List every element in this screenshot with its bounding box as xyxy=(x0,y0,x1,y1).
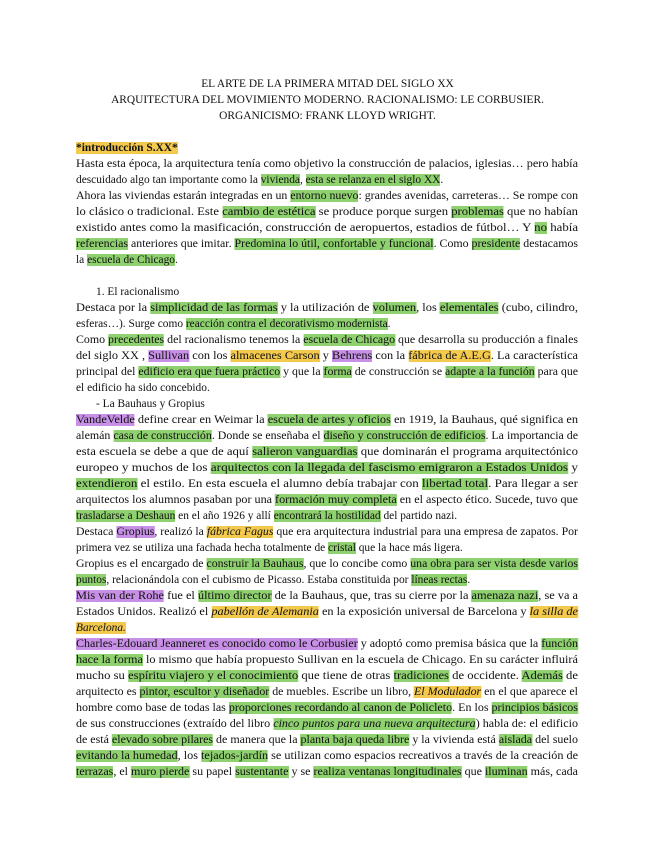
text-line xyxy=(76,188,578,204)
highlighted-text: forma xyxy=(323,366,352,378)
text-line xyxy=(76,588,578,604)
text-segment: que xyxy=(461,766,485,778)
text-line xyxy=(76,412,578,428)
highlighted-text: aislada xyxy=(498,734,533,746)
text-line xyxy=(76,572,470,588)
highlighted-text: cristal xyxy=(328,542,356,554)
text-segment: Ahora las viviendas estarán integradas en un xyxy=(76,190,291,202)
text-segment: , se va a xyxy=(538,590,579,602)
text-segment: primera vez se utiliza una fachada hecha totalmente de xyxy=(76,542,329,554)
text-segment: el edificio ha sido concebido. xyxy=(76,382,210,394)
text-segment: Hasta esta época, la arquitectura tenía como objetivo la construcción de palacios, iglesias… pero había xyxy=(76,158,579,170)
text-segment: se produce porque surgen xyxy=(315,206,452,218)
text-segment: . La característica xyxy=(490,350,578,362)
text-line xyxy=(76,540,463,556)
highlighted-text: simplicidad de las formas xyxy=(150,302,278,314)
text-segment: define crear en Weimar la xyxy=(134,414,268,426)
highlighted-text: cambio de estética xyxy=(222,206,316,218)
highlighted-text: cinco puntos para una nueva arquitectura xyxy=(273,718,476,730)
text-line xyxy=(76,316,391,332)
highlighted-text: VandeVelde xyxy=(76,414,135,426)
text-segment: y se xyxy=(288,766,314,778)
text-segment: alemán xyxy=(76,430,114,442)
text-segment: , el xyxy=(113,766,132,778)
highlighted-text: Además xyxy=(521,670,563,682)
text-segment: del suelo xyxy=(532,734,579,746)
highlighted-text: Charles-Edouard Jeanneret es conocido como le Corbusier xyxy=(76,638,358,650)
highlighted-text: adapte a la función xyxy=(445,366,535,378)
text-segment: . Para llegar a ser xyxy=(488,478,578,490)
text-line xyxy=(76,620,126,636)
highlighted-text: construir la Bauhaus xyxy=(206,558,304,570)
text-line xyxy=(76,156,578,172)
text-segment: que era arquitectura industrial para una empresa de zapatos. Por xyxy=(273,526,579,538)
highlighted-text: formación muy completa xyxy=(275,494,397,506)
highlighted-text: iluminan xyxy=(484,766,528,778)
text-line xyxy=(76,364,578,380)
text-segment: . xyxy=(387,318,391,330)
text-segment: Estados Unidos. Realizó el xyxy=(76,606,212,618)
text-segment: arquitecto es xyxy=(76,686,140,698)
highlighted-text: pintor, escultor y diseñador xyxy=(139,686,270,698)
highlighted-text: tradiciones xyxy=(393,670,449,682)
text-segment: de está xyxy=(76,734,112,746)
text-segment: de occidente. xyxy=(448,670,522,682)
text-segment: . xyxy=(175,254,178,266)
text-segment: se utilizan como espacios recreativos a través de la creación de xyxy=(268,750,579,762)
text-segment: del racionalismo tenemos la xyxy=(164,334,304,346)
highlighted-text: realiza ventanas longitudinales xyxy=(313,766,462,778)
highlighted-text: esta se relanza en el siglo XX xyxy=(305,174,441,186)
highlighted-text: escuela de Chicago xyxy=(87,254,175,266)
text-segment: Gropius es el encargado de xyxy=(76,558,207,570)
highlighted-text: planta baja queda libre xyxy=(300,734,410,746)
text-line xyxy=(76,172,443,188)
text-line xyxy=(76,524,578,540)
text-line xyxy=(76,300,578,316)
highlighted-text: Gropius xyxy=(116,526,155,538)
highlighted-text: vivienda xyxy=(260,174,300,186)
highlighted-text: trasladarse a Deshaun xyxy=(76,510,176,522)
text-segment: europeo y muchos de los xyxy=(76,462,211,474)
text-segment: , xyxy=(299,174,306,186)
text-segment: de manera que la xyxy=(213,734,301,746)
text-segment: , realizó la xyxy=(154,526,207,538)
text-line xyxy=(76,476,578,492)
text-segment: que desarrolla su producción a finales xyxy=(395,334,578,346)
text-segment: Destaca xyxy=(76,526,117,538)
text-segment: ) habla de: el edificio xyxy=(475,718,578,730)
text-segment: en el que aparece el xyxy=(481,686,578,698)
text-segment: y xyxy=(319,350,333,362)
text-line xyxy=(76,604,578,620)
highlighted-text: evitando la humedad xyxy=(76,750,178,762)
text-segment: de la Bauhaus, que, tras su cierre por la xyxy=(271,590,472,602)
text-line xyxy=(76,636,578,652)
highlighted-text: fábrica de A.E.G xyxy=(408,350,491,362)
text-segment: de muebles. Escribe un libro, xyxy=(269,686,415,698)
text-line xyxy=(76,700,578,716)
text-line xyxy=(76,732,578,748)
highlighted-text: escuela de artes y oficios xyxy=(267,414,391,426)
text-line xyxy=(76,716,578,732)
text-segment: destacamos xyxy=(520,238,578,250)
highlighted-text: amenaza nazi xyxy=(471,590,539,602)
highlighted-text: volumen xyxy=(372,302,417,314)
text-line xyxy=(76,252,178,268)
highlighted-text: Behrens xyxy=(332,350,373,362)
highlighted-text: reacción contra el decorativismo modernista xyxy=(185,318,388,330)
highlighted-text: no xyxy=(534,222,548,234)
highlighted-text: tejados-jardín xyxy=(201,750,269,762)
text-segment: en la exposición universal de Barcelona y xyxy=(318,606,530,618)
text-line xyxy=(76,380,210,396)
text-segment: que tiene de otras xyxy=(298,670,394,682)
text-segment: para que xyxy=(534,366,579,378)
highlighted-text: espíritu viajero y el conocimiento xyxy=(128,670,299,682)
text-line xyxy=(76,348,578,364)
highlighted-text: diseño y construcción de edificios xyxy=(323,430,486,442)
text-line xyxy=(96,396,205,412)
document-title-line-3: ORGANICISMO: FRANK LLOYD WRIGHT. xyxy=(219,110,436,122)
text-line xyxy=(76,652,578,668)
text-segment: (cubo, cilindro, xyxy=(498,302,579,314)
text-segment: hombre como base de todas las xyxy=(76,702,229,714)
text-segment: descuidado algo tan importante como la xyxy=(76,174,261,186)
text-segment: . La importancia de xyxy=(485,430,578,442)
highlighted-text: Mis van der Rohe xyxy=(76,590,165,602)
text-segment: mucho su xyxy=(76,670,129,682)
highlighted-text: libertad total xyxy=(421,478,489,490)
highlighted-text: puntos xyxy=(76,574,107,586)
text-line xyxy=(76,236,578,252)
text-segment: con los xyxy=(189,350,231,362)
text-segment: principal del xyxy=(76,366,139,378)
highlighted-text: problemas xyxy=(451,206,504,218)
highlighted-text: función xyxy=(541,638,578,650)
text-segment: . Donde se enseñaba el xyxy=(211,430,324,442)
highlighted-text: Barcelona. xyxy=(76,622,126,634)
text-segment: existido antes como la masificación, construcción de aeropuertos, estadios de fútbol… Y xyxy=(76,222,535,234)
highlighted-text: líneas rectas xyxy=(411,574,468,586)
highlighted-text: hace la forma xyxy=(76,654,143,666)
text-line xyxy=(76,684,578,700)
highlighted-text: principios básicos xyxy=(491,702,578,714)
highlighted-text: elementales xyxy=(439,302,499,314)
text-line xyxy=(76,332,578,348)
highlighted-text: último director xyxy=(197,590,272,602)
text-line xyxy=(76,556,578,572)
text-segment: esferas…). Surge como xyxy=(76,318,186,330)
text-line xyxy=(76,508,457,524)
highlighted-text: arquitectos con la llegada del fascismo emigraron a Estados Unidos xyxy=(210,462,569,474)
text-segment: de construcción se xyxy=(351,366,446,378)
highlighted-text: fábrica Fagus xyxy=(206,526,274,538)
text-segment: que no habían xyxy=(503,206,579,218)
text-segment: , relacionándola con el cubismo de Picasso. Estaba constituida por xyxy=(106,574,412,586)
text-segment: lo clásico o tradicional. Este xyxy=(76,206,223,218)
text-segment: del siglo XX , xyxy=(76,350,149,362)
text-segment: . Como xyxy=(433,238,472,250)
text-segment: 1. El racionalismo xyxy=(96,286,180,298)
text-line xyxy=(76,668,578,684)
text-segment: Como xyxy=(76,334,109,346)
highlighted-text: terrazas xyxy=(76,766,114,778)
text-segment: lo mismo que había propuesto Sullivan en la escuela de Chicago. En su carácter influirá xyxy=(142,654,578,666)
text-segment: fue el xyxy=(164,590,198,602)
highlighted-text: sustentante xyxy=(235,766,289,778)
text-line xyxy=(76,460,578,476)
text-segment: . En los xyxy=(452,702,492,714)
text-segment: que la hace más ligera. xyxy=(355,542,463,554)
highlighted-text: *introducción S.XX* xyxy=(76,142,178,154)
text-segment: y xyxy=(568,462,579,474)
highlighted-text: pabellón de Alemania xyxy=(211,606,319,618)
highlighted-text: muro pierde xyxy=(131,766,190,778)
highlighted-text: encontrará la hostilidad xyxy=(273,510,381,522)
text-line xyxy=(96,284,179,300)
highlighted-text: entorno nuevo xyxy=(290,190,359,202)
text-segment: : grandes avenidas, carreteras… Se rompe con xyxy=(358,190,579,202)
highlighted-text: almacenes Carson xyxy=(230,350,320,362)
text-segment: , los xyxy=(177,750,202,762)
text-line xyxy=(76,428,578,444)
text-segment: de xyxy=(562,670,579,682)
text-segment: la xyxy=(76,254,88,266)
text-segment: el estilo. En esta escuela el alumno debía trabajar con xyxy=(137,478,422,490)
text-segment: del partido nazi. xyxy=(380,510,458,522)
highlighted-text: elevado sobre pilares xyxy=(111,734,214,746)
text-segment: , que lo concibe como xyxy=(303,558,411,570)
text-line xyxy=(76,764,578,780)
text-segment: - La Bauhaus y Gropius xyxy=(96,398,205,410)
highlighted-text: precedentes xyxy=(108,334,165,346)
text-segment: que dominarán el programa arquitectónico xyxy=(357,446,578,458)
text-segment: y la vivienda está xyxy=(409,734,499,746)
highlighted-text: referencias xyxy=(76,238,129,250)
text-segment: en 1919, la Bauhaus, qué significa en xyxy=(390,414,579,426)
highlighted-text: una obra para ser vista desde varios xyxy=(410,558,579,570)
highlighted-text: salieron vanguardias xyxy=(252,446,358,458)
text-segment: esta escuela se debe a que de aquí xyxy=(76,446,253,458)
text-segment: anteriores que imitar. xyxy=(128,238,235,250)
text-segment: más, cada xyxy=(527,766,579,778)
text-segment: en el aspecto ético. Sucede, tuvo que xyxy=(396,494,578,506)
highlighted-text: la silla de xyxy=(529,606,579,618)
text-segment: arquitectos los alumnos pasaban por una xyxy=(76,494,276,506)
text-segment: . xyxy=(467,574,471,586)
text-segment: había xyxy=(547,222,579,234)
text-line xyxy=(76,444,578,460)
text-segment: , los xyxy=(416,302,440,314)
highlighted-text: Sullivan xyxy=(148,350,190,362)
text-segment: y adoptó como premisa básica que la xyxy=(357,638,542,650)
highlighted-text: Predomina lo útil, confortable y funcional xyxy=(234,238,434,250)
text-segment: su papel xyxy=(189,766,236,778)
text-line xyxy=(76,204,578,220)
text-segment: . xyxy=(440,174,444,186)
highlighted-text: edificio era que fuera práctico xyxy=(138,366,281,378)
text-segment: con la xyxy=(372,350,409,362)
text-line xyxy=(76,220,578,236)
text-segment: Destaca por la xyxy=(76,302,151,314)
highlighted-text: extendieron xyxy=(76,478,138,490)
document-title-line-1: EL ARTE DE LA PRIMERA MITAD DEL SIGLO XX xyxy=(201,78,454,90)
highlighted-text: El Modulador xyxy=(414,686,482,698)
text-line xyxy=(76,492,578,508)
text-segment: de sus construcciones (extraído del libro xyxy=(76,718,274,730)
text-line xyxy=(76,748,578,764)
highlighted-text: proporciones recordando al canon de Policleto xyxy=(228,702,453,714)
highlighted-text: escuela de Chicago xyxy=(303,334,396,346)
document-title-line-2: ARQUITECTURA DEL MOVIMIENTO MODERNO. RACIONALISMO: LE CORBUSIER. xyxy=(111,94,544,106)
highlighted-text: casa de construcción xyxy=(113,430,212,442)
text-segment: en el año 1926 y allí xyxy=(175,510,274,522)
text-line xyxy=(76,140,178,156)
text-segment: y la utilización de xyxy=(277,302,373,314)
highlighted-text: presidente xyxy=(471,238,521,250)
text-segment: y que la xyxy=(280,366,324,378)
